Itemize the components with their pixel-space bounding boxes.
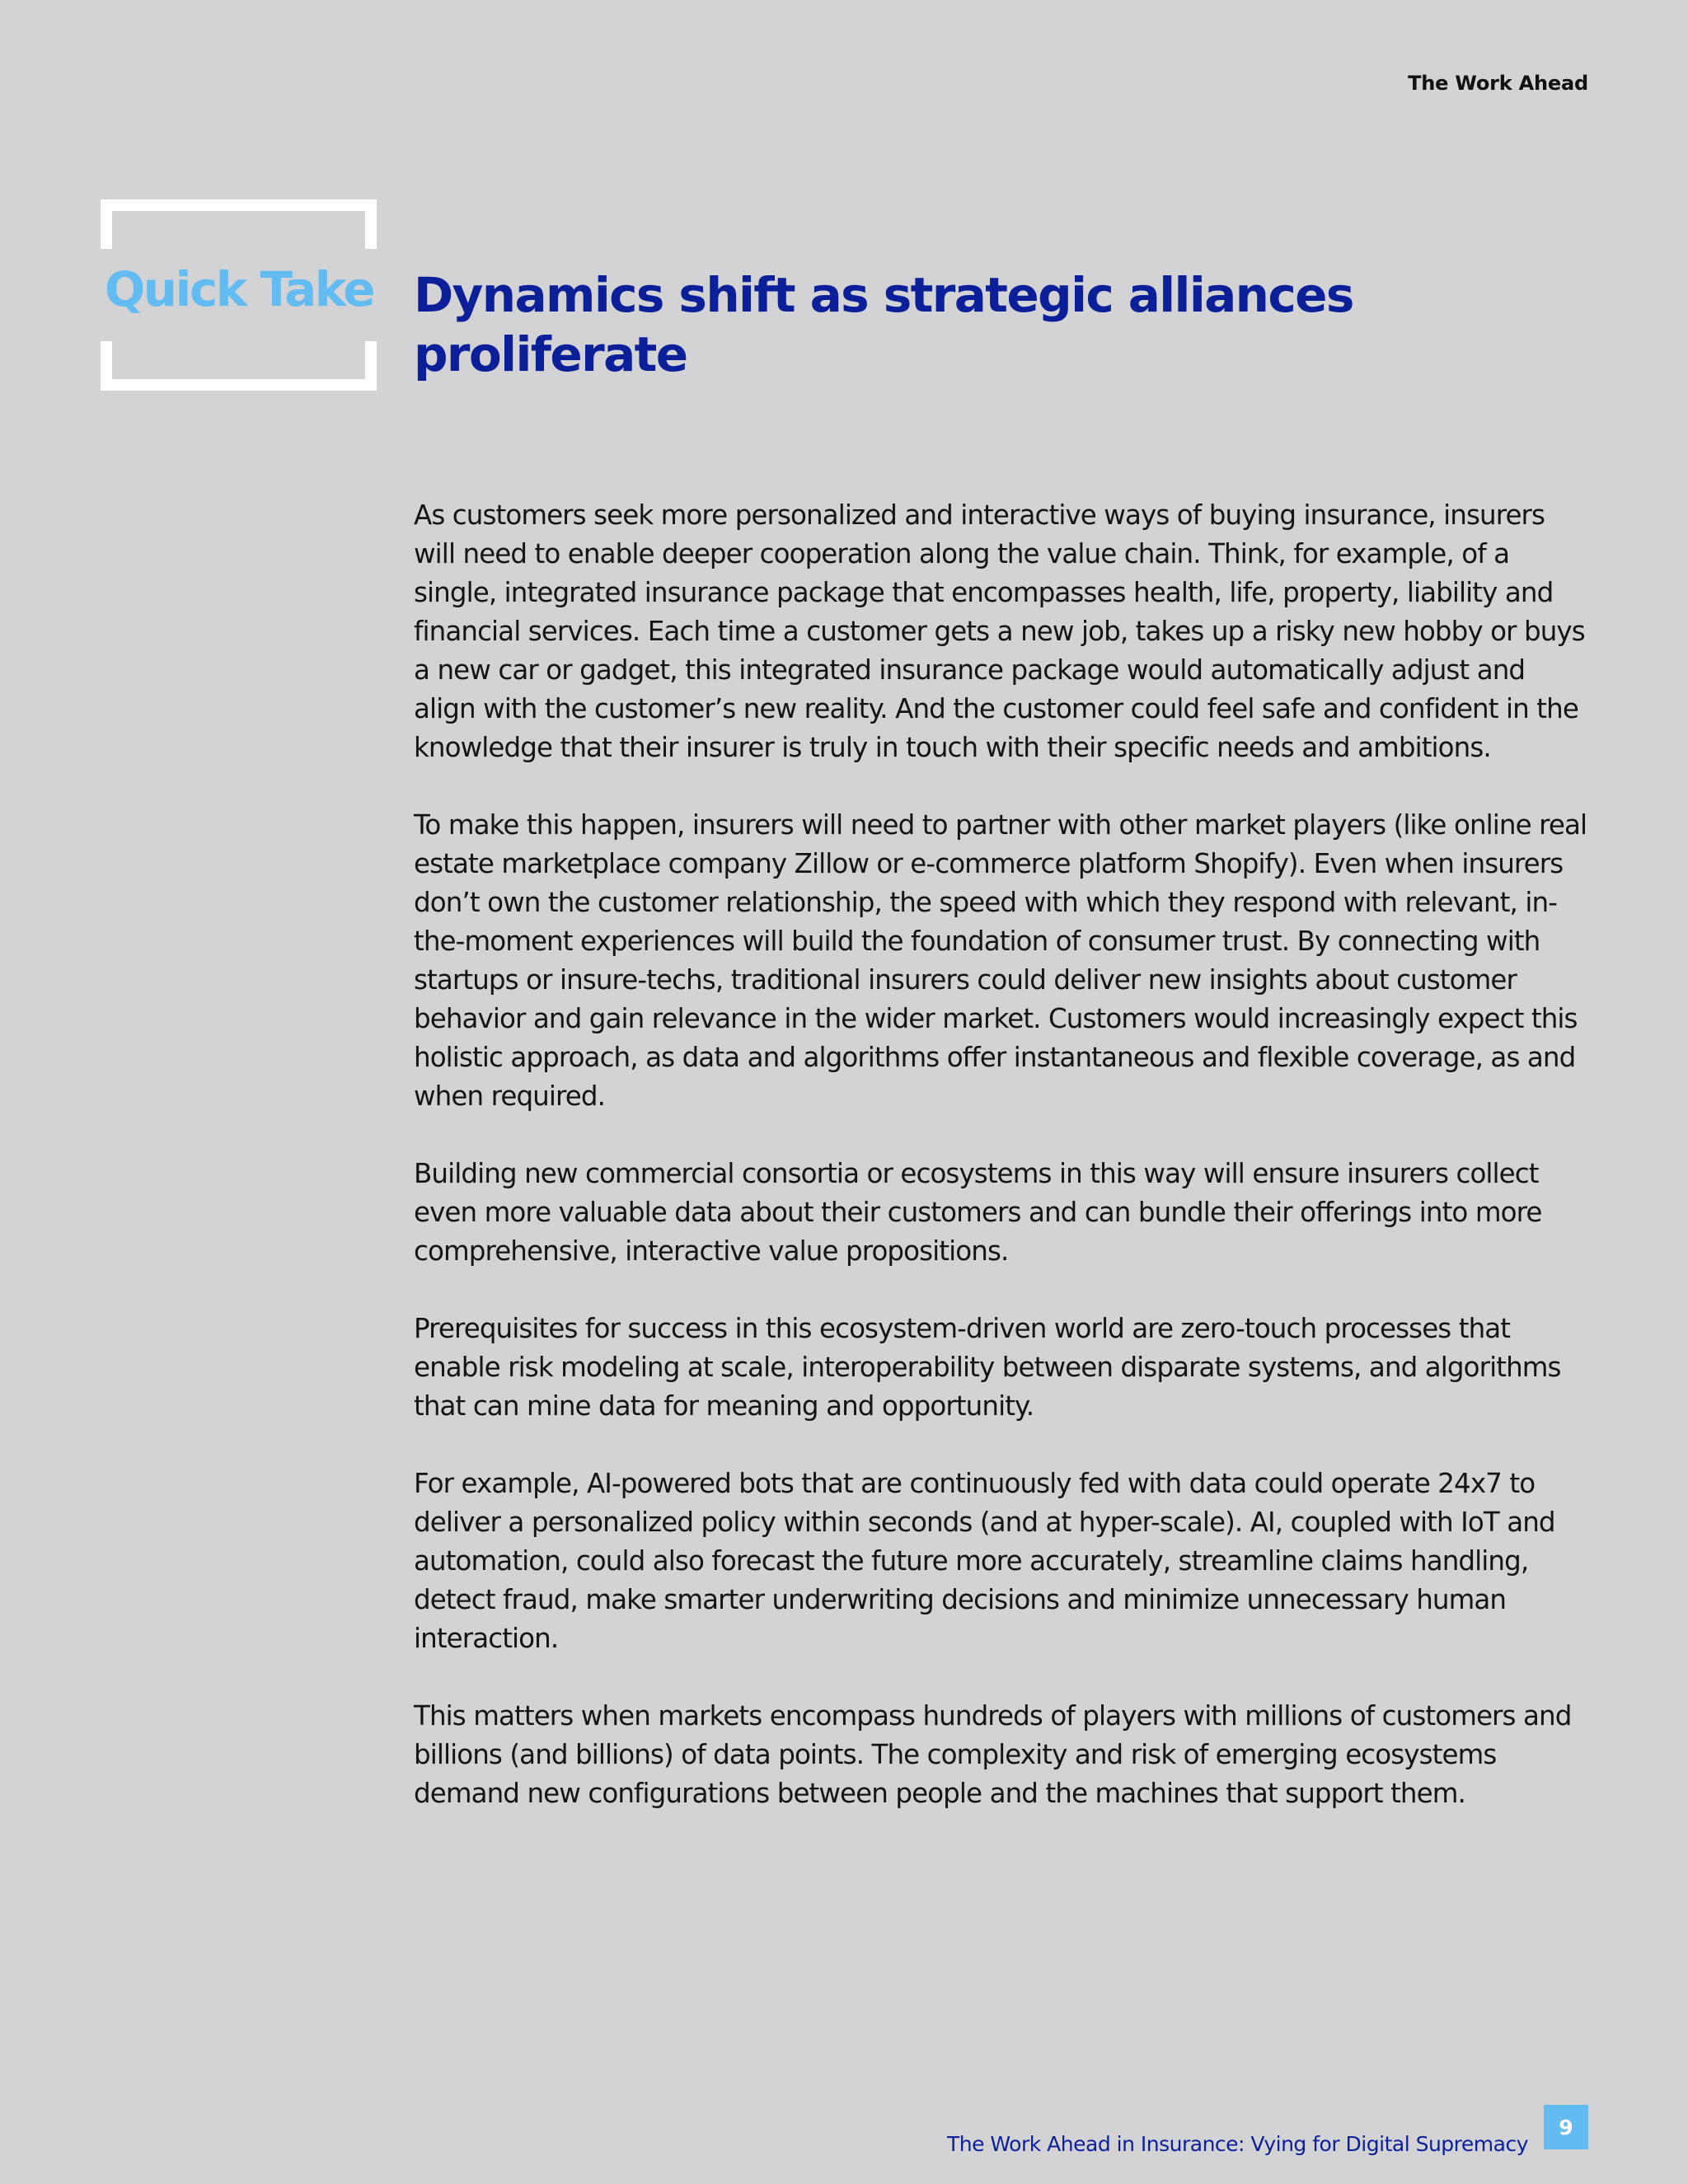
body-paragraph: Building new commercial consortia or ecosystems in this way will ensure insurers collect even more valuable data about their customers and can bundle their offerings into more comprehensive, interactive value propositions. (414, 1158, 1542, 1267)
body-paragraph: To make this happen, insurers will need to partner with other market players (like online real estate marketplace company Zillow or e-commerce platform Shopify). Even when insurers don’t own the customer relationship, the speed with which they respond with relevant, in-the-moment experiences will build the foundation of consumer trust. By connecting with startups or insure-techs, traditional insurers could deliver new insights about customer behavior and gain relevance in the wider market. Customers would increasingly expect this holistic approach, as data and algorithms offer instantaneous and flexible coverage, as and when required. (414, 809, 1587, 1112)
page-title: Dynamics shift as strategic alliances proliferate (414, 267, 1353, 382)
body-paragraph: This matters when markets encompass hundreds of players with millions of customers and billions (and billions) of data points. The complexity and risk of emerging ecosystems demand new configurations between people and the machines that support them. (414, 1700, 1572, 1809)
body-paragraph: Prerequisites for success in this ecosystem-driven world are zero-touch processes that enable risk modeling at scale, interoperability between disparate systems, and algorithms that can mine data for meaning and opportunity. (414, 1313, 1561, 1422)
page-number-badge: 9 (1544, 2105, 1588, 2149)
quick-take-label: Quick Take (104, 261, 374, 317)
quick-take-frame-top-bracket (101, 199, 377, 249)
article-body (414, 496, 1592, 1852)
body-paragraph: For example, AI-powered bots that are continuously fed with data could operate 24x7 to deliver a personalized policy within seconds (and at hyper-scale). AI, coupled with IoT and automation, could also forecast the future more accurately, streamline claims handling, detect fraud, make smarter underwriting decisions and minimize unnecessary human interaction. (414, 1468, 1555, 1654)
body-paragraph: As customers seek more personalized and interactive ways of buying insurance, insurers will need to enable deeper cooperation along the value chain. Think, for example, of a single, integrated insurance package that encompasses health, life, property, liability and financial services. Each time a customer gets a new job, takes up a risky new hobby or buys a new car or gadget, this integrated insurance package would automatically adjust and align with the customer’s new reality. And the customer could feel safe and confident in the knowledge that their insurer is truly in touch with their specific needs and ambitions. (414, 499, 1585, 763)
quick-take-frame-bottom-bracket (101, 341, 377, 391)
running-header: The Work Ahead (1408, 72, 1588, 95)
footer-publication-title: The Work Ahead in Insurance: Vying for Digital Supremacy (946, 2132, 1528, 2156)
